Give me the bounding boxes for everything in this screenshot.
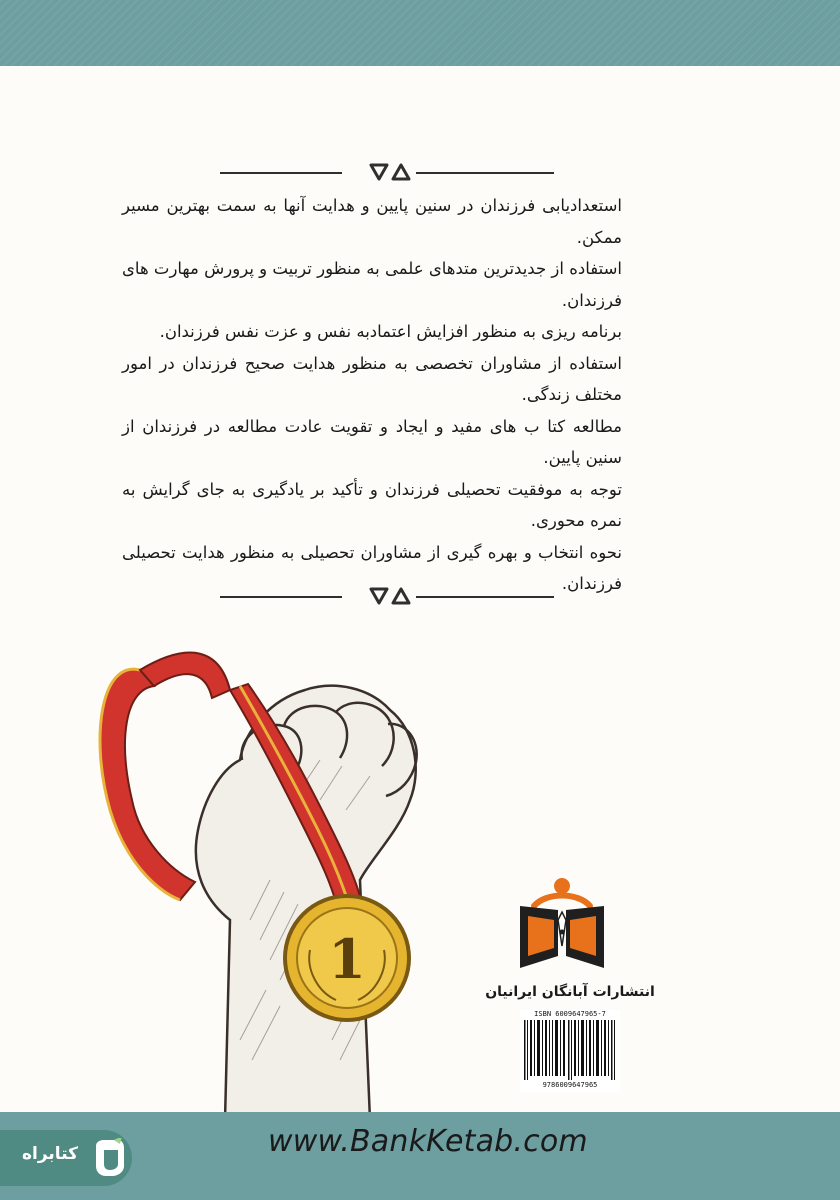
divider-line-left	[220, 172, 342, 174]
badge-text: کتابراه	[21, 1144, 79, 1164]
fist-with-medal-illustration	[70, 620, 430, 1120]
isbn-label: ISBN 6009647965-7	[534, 1010, 606, 1018]
ketabrah-logo-icon	[92, 1138, 126, 1178]
paragraph: برنامه ریزی به منظور افزایش اعتمادبه نفس و عزت نفس فرزندان.	[159, 322, 622, 341]
medal-number: 1	[328, 927, 366, 991]
paragraph: مطالعه کتا ب های مفید و ایجاد و تقویت عادت مطالعه در فرزندان از سنین پایین.	[122, 416, 622, 467]
ornamental-divider-bottom	[220, 584, 554, 608]
ornamental-divider-top	[220, 160, 554, 184]
ribbon-back	[100, 669, 195, 900]
paragraph: استفاده از جدیدترین متدهای علمی به منظور تربیت و پرورش مهارت های فرزندان.	[122, 259, 622, 310]
barcode-bars	[524, 1020, 616, 1080]
triangle-ornament-icon	[368, 584, 414, 608]
arm-sketch	[196, 686, 416, 1120]
top-color-band	[0, 0, 840, 66]
website-url: www.BankKetab.com	[268, 1124, 588, 1159]
ketabrah-badge	[0, 1130, 132, 1186]
barcode-number: 9786009647965	[542, 1081, 598, 1089]
paragraph: توجه به موفقیت تحصیلی فرزندان و تأکید بر یادگیری به جای گرایش به نمره محوری.	[122, 479, 622, 530]
publisher-name: انتشارات آبانگان ایرانیان	[485, 984, 655, 1000]
paragraph: نحوه انتخاب و بهره گیری از مشاوران تحصیلی به منظور هدایت تحصیلی فرزندان.	[122, 542, 622, 593]
barcode	[520, 1010, 620, 1092]
paragraph: استفاده از مشاوران تخصصی به منظور هدایت صحیح فرزندان در امور مختلف زندگی.	[122, 353, 622, 404]
triangle-ornament-icon	[368, 160, 414, 184]
divider-line-left	[220, 596, 342, 598]
body-text	[122, 190, 622, 600]
divider-line-right	[416, 172, 554, 174]
paragraph: استعدادیابی فرزندان در سنین پایین و هدایت آنها به سمت بهترین مسیر ممکن.	[122, 196, 622, 247]
book-pen-person-icon	[514, 876, 610, 972]
divider-line-right	[416, 596, 554, 598]
